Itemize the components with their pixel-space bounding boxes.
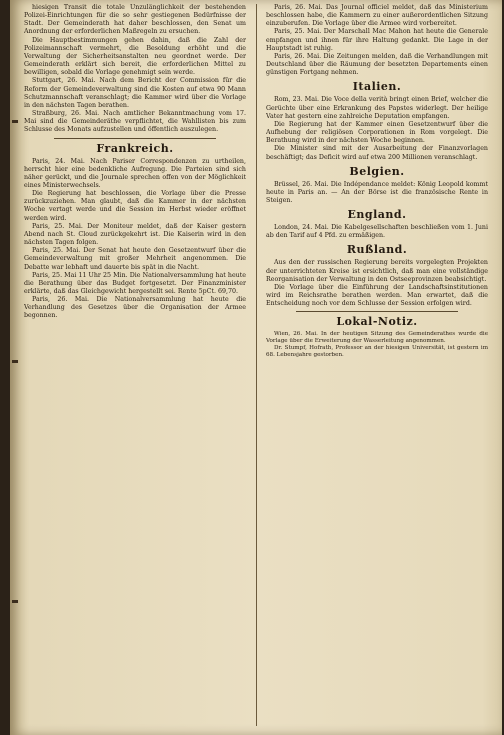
section-heading-italy: Italien. (352, 80, 402, 94)
article-paragraph: Paris, 26. Mai. Das Journal officiel meldet, daß das Ministerium beschlossen habe, die Kammern zu einer außerordentlichen Sitzung einzuberufen. Die Vorlage über die Armee wird vorbereitet. (266, 4, 488, 28)
article-paragraph: Paris, 25. Mai 11 Uhr 25 Min. Die Nationalversammlung hat heute die Berathung über das Budget fortgesetzt. Der Finanzminister erklärte, daß das Gleichgewicht hergestellt sei. Rente 5pCt. 69,70. (24, 271, 246, 295)
article-paragraph: Paris, 26. Mai. Die Nationalversammlung hat heute die Verhandlung des Gesetzes über die Organisation der Armee begonnen. (24, 296, 246, 320)
article-paragraph: Die Minister sind mit der Ausarbeitung der Finanzvorlagen beschäftigt; das Deficit wird auf etwa 200 Millionen veranschlagt. (266, 145, 488, 161)
article-paragraph: Stuttgart, 26. Mai. Nach dem Bericht der Commission für die Reform der Gemeindeverwaltung sind die Kosten auf etwa 90 Mann Schutzmannschaft veranschlagt; die Kammer wird über die Vorlage in den nächsten Tagen berathen. (24, 77, 246, 109)
column-rule (256, 4, 257, 726)
article-paragraph: London, 24. Mai. Die Kabelgesellschaften beschließen vom 1. Juni ab den Tarif auf 4 Pfd. zu ermäßigen. (266, 224, 488, 240)
right-column (266, 4, 488, 726)
binding-mark (12, 600, 18, 603)
article-paragraph: Dr. Stumpf, Hofrath, Professor an der hiesigen Universität, ist gestern im 68. Lebensjahre gestorben. (266, 345, 488, 359)
article-paragraph: Paris, 25. Mai. Der Senat hat heute den Gesetzentwurf über die Gemeindeverwaltung mit großer Mehrheit angenommen. Die Debatte war lebhaft und dauerte bis spät in die Nacht. (24, 247, 246, 271)
section-heading-england: England. (347, 208, 407, 222)
article-paragraph: Aus den der russischen Regierung bereits vorgelegten Projekten der unterrichteten Kreise ist ersichtlich, daß man eine vollständige Reorganisation der Verwaltung in den Ostseeprovinzen beabsichtigt. (266, 259, 488, 283)
section-divider (296, 311, 458, 312)
section-heading-russia: Rußland. (346, 243, 408, 257)
article-paragraph: Paris, 24. Mai. Nach Pariser Correspondenzen zu urtheilen, herrscht hier eine bedenkliche Aufregung. Die Parteien sind sich näher gerückt, und die Journale sprechen offen von der Möglichkeit eines Ministerwechsels. (24, 157, 246, 189)
section-heading-belgium: Belgien. (349, 164, 405, 178)
binding-mark (12, 120, 18, 123)
article-paragraph: Paris, 26. Mai. Die Zeitungen melden, daß die Verhandlungen mit Deutschland über die Räumung der besetzten Departements einen günstigen Fortgang nehmen. (266, 52, 488, 77)
article-paragraph: Paris, 25. Mai. Der Moniteur meldet, daß der Kaiser gestern Abend nach St. Cloud zurückgekehrt ist. Die Kaiserin wird in den nächsten Tagen folgen. (24, 222, 246, 247)
article-paragraph: Rom, 23. Mai. Die Voce della verità bringt einen Brief, welcher die Gerüchte über eine Erkrankung des Papstes widerlegt. Der heilige Vater hat gestern eine zahlreiche Deputation empfangen. (266, 96, 488, 120)
section-heading-france: Frankreich. (96, 141, 174, 155)
newspaper-page (10, 0, 502, 735)
article-paragraph: Die Hauptbestimmungen gehen dahin, daß die Zahl der Polizeimannschaft vermehrt, die Besoldung erhöht und die Verwaltung der Sicherheitsanstalten neu geordnet werde. Der Gemeinderath erklärt sich bereit, die erforderlichen Mittel zu bewilligen, sobald die Vorlage genehmigt sein werde. (24, 36, 246, 77)
article-paragraph: Paris, 25. Mai. Der Marschall Mac Mahon hat heute die Generale empfangen und ihnen für ihre Haltung gedankt. Die Lage in der Hauptstadt ist ruhig. (266, 28, 488, 52)
section-heading-local: Lokal-Notiz. (336, 315, 418, 329)
binding-mark (12, 360, 18, 363)
article-paragraph: Die Vorlage über die Einführung der Landschaftsinstitutionen wird im Reichsrathe berathen werden. Man erwartet, daß die Entscheidung noch vor dem Schlusse der Session erfolgen wird. (266, 283, 488, 308)
section-divider (54, 138, 216, 139)
article-paragraph: Die Regierung hat der Kammer einen Gesetzentwurf über die Aufhebung der religiösen Corporationen in Rom vorgelegt. Die Berathung wird in der nächsten Woche beginnen. (266, 120, 488, 145)
article-paragraph: Straßburg, 26. Mai. Nach amtlicher Bekanntmachung vom 17. Mai sind die Gemeinderäthe verpflichtet, die Wahllisten bis zum Schlusse des Monats aufzustellen und öffentlich auszulegen. (24, 110, 246, 134)
article-paragraph: Brüssel, 26. Mai. Die Indépendance meldet: König Leopold kommt heute in Paris an. — An der Börse ist die französische Rente in Steigen. (266, 180, 488, 204)
article-paragraph: Wien, 26. Mai. In der heutigen Sitzung des Gemeinderathes wurde die Vorlage über die Erweiterung der Wasserleitung angenommen. (266, 331, 488, 345)
article-paragraph: Die Regierung hat beschlossen, die Vorlage über die Presse zurückzuziehen. Man glaubt, daß die Kammer in der nächsten Woche vertagt werde und die Session im Herbst wieder eröffnet werden wird. (24, 190, 246, 222)
article-paragraph: hiesigen Transit die totale Unzulänglichkeit der bestehenden Polizei-Einrichtungen für die so sehr gestiegenen Bedürfnisse der Stadt. Der Gemeinderath hat daher beschlossen, den Senat um Anordnung der erforderlichen Maßregeln zu ersuchen. (24, 4, 246, 36)
left-column (24, 4, 246, 726)
